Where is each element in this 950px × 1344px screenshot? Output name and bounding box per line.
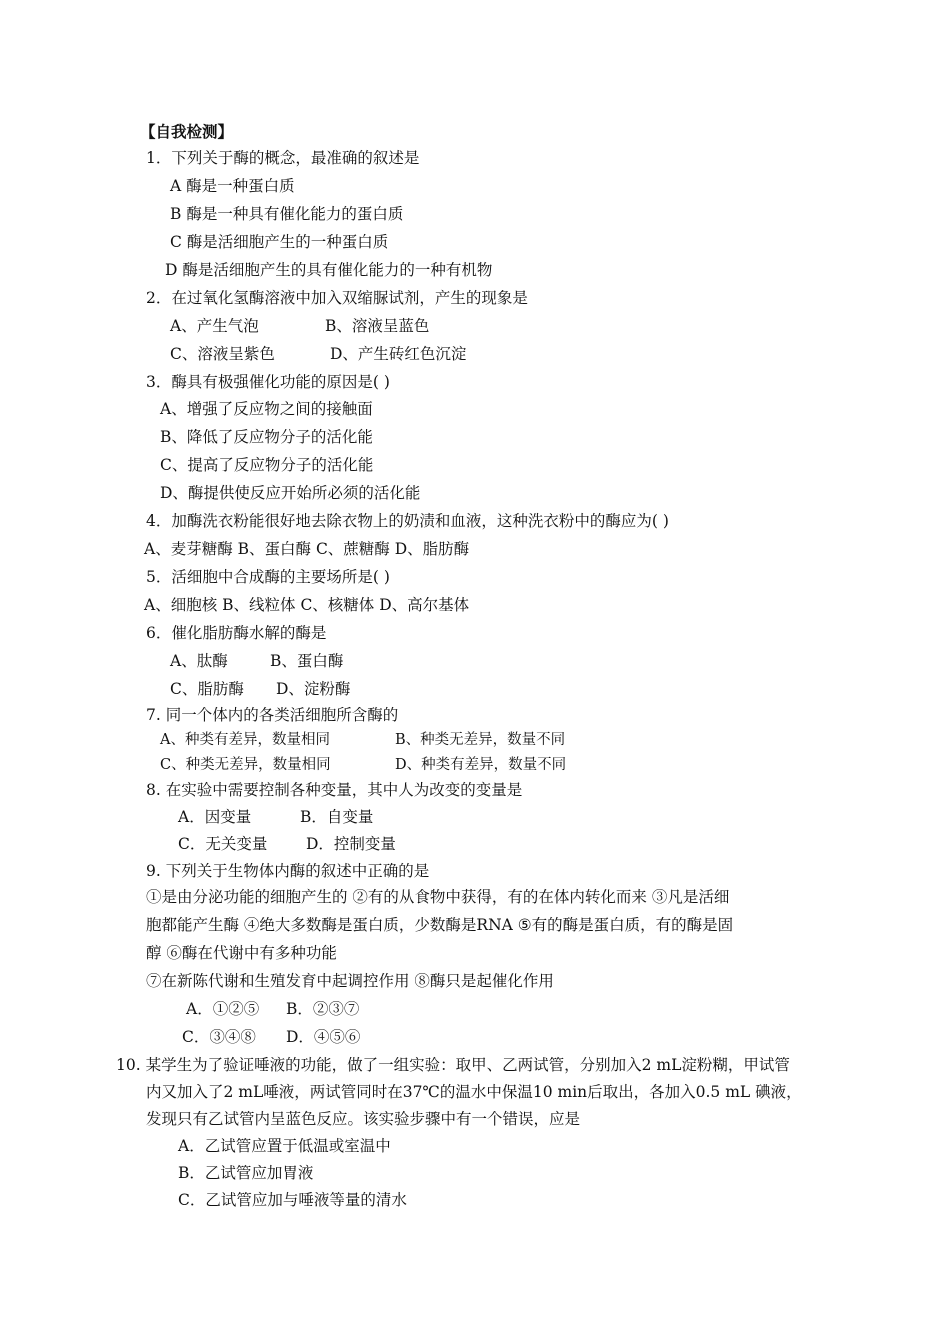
q7-option-a: A、种类有差异，数量相同 [160,732,330,748]
q6-option-b: B、蛋白酶 [270,652,344,670]
q9-option-d: D．④⑤⑥ [286,1028,361,1046]
q10-stem-line: 内又加入了2 mL唾液，两试管同时在37℃的温水中保温10 min后取出，各加入0.5 mL 碘液， [146,1083,802,1101]
q3-option-d: D、酶提供使反应开始所必须的活化能 [160,484,421,502]
q9-statement-line: ①是由分泌功能的细胞产生的 ②有的从食物中获得，有的在体内转化而来 ③凡是活细 [146,888,730,906]
q5-stem: 5．活细胞中合成酶的主要场所是( ) [146,568,390,586]
q3-option-c: C、提高了反应物分子的活化能 [160,456,374,474]
q3-stem: 3．酶具有极强催化功能的原因是( ) [146,373,390,391]
q9-stem: 9. 下列关于生物体内酶的叙述中正确的是 [146,862,430,880]
q9-option-b: B．②③⑦ [286,1000,360,1018]
q1-option-d: D 酶是活细胞产生的具有催化能力的一种有机物 [165,261,493,279]
q7-stem: 7. 同一个体内的各类活细胞所含酶的 [146,706,399,724]
q10-option-b: B．乙试管应加胃液 [178,1164,314,1182]
q3-option-b: B、降低了反应物分子的活化能 [160,428,373,446]
q8-option-a: A．因变量 [178,808,252,826]
q1-stem: 1．下列关于酶的概念，最准确的叙述是 [146,149,420,167]
q10-option-a: A．乙试管应置于低温或室温中 [178,1137,391,1155]
q8-option-b: B．自变量 [300,808,374,826]
q9-statement-line: 胞都能产生酶 ④绝大多数酶是蛋白质，少数酶是RNA ⑤有的酶是蛋白质，有的酶是固 [146,916,734,934]
q9-option-a: A．①②⑤ [186,1000,260,1018]
q2-option-d: D、产生砖红色沉淀 [330,345,467,363]
q7-option-c: C、种类无差异，数量相同 [160,757,331,773]
q7-option-b: B、种类无差异，数量不同 [395,732,566,748]
q1-option-a: A 酶是一种蛋白质 [170,177,295,195]
q2-option-c: C、溶液呈紫色 [170,345,275,363]
q10-option-c: C．乙试管应加与唾液等量的清水 [178,1191,407,1209]
q9-statement-line: 醇 ⑥酶在代谢中有多种功能 [146,944,337,962]
q6-option-c: C、脂肪酶 [170,680,244,698]
q10-stem-line: 10. 某学生为了验证唾液的功能，做了一组实验：取甲、乙两试管，分别加入2 mL淀粉糊，甲试管 [116,1056,790,1074]
q2-option-a: A、产生气泡 [170,317,259,335]
q10-stem-line: 发现只有乙试管内呈蓝色反应。该实验步骤中有一个错误，应是 [146,1110,581,1128]
q4-stem: 4．加酶洗衣粉能很好地去除衣物上的奶渍和血液，这种洗衣粉中的酶应为( ) [146,512,669,530]
q6-option-d: D、淀粉酶 [276,680,351,698]
section-title: 【自我检测】 [140,122,234,141]
q8-stem: 8. 在实验中需要控制各种变量，其中人为改变的变量是 [146,781,523,799]
q6-stem: 6．催化脂肪酶水解的酶是 [146,624,327,642]
q2-stem: 2．在过氧化氢酶溶液中加入双缩脲试剂，产生的现象是 [146,289,528,307]
q8-option-d: D．控制变量 [306,835,396,853]
q8-option-c: C．无关变量 [178,835,268,853]
q4-options: A、麦芽糖酶 B、蛋白酶 C、蔗糖酶 D、脂肪酶 [144,540,470,558]
q9-statement-line: ⑦在新陈代谢和生殖发育中起调控作用 ⑧酶只是起催化作用 [146,972,554,990]
q1-option-b: B 酶是一种具有催化能力的蛋白质 [170,205,404,223]
q6-option-a: A、肽酶 [170,652,228,670]
q5-options: A、细胞核 B、线粒体 C、核糖体 D、高尔基体 [144,596,470,614]
q1-option-c: C 酶是活细胞产生的一种蛋白质 [170,233,389,251]
q9-option-c: C．③④⑧ [182,1028,256,1046]
q3-option-a: A、增强了反应物之间的接触面 [160,400,373,418]
q7-option-d: D、种类有差异，数量不同 [395,757,567,773]
q2-option-b: B、溶液呈蓝色 [325,317,430,335]
